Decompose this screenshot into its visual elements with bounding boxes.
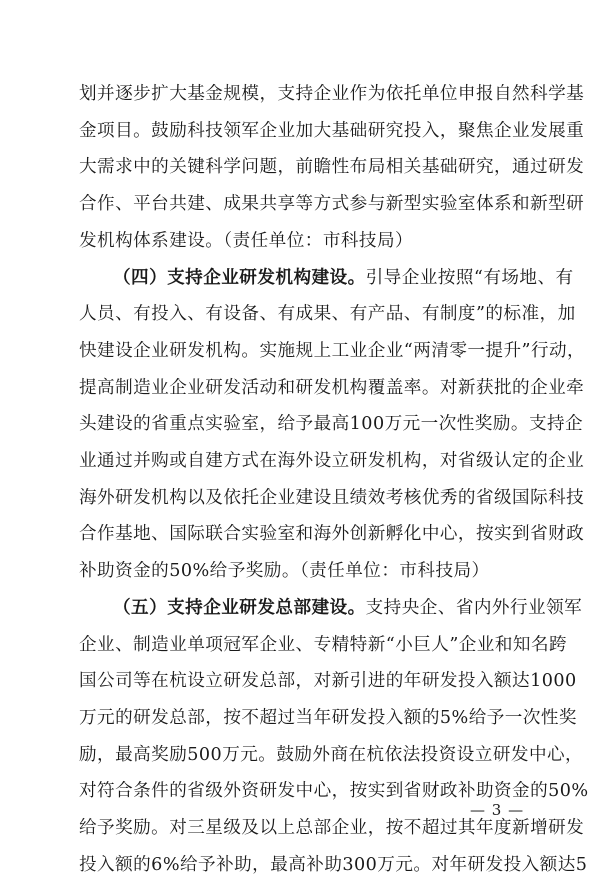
- line-text: 合作、平台共建、成果共享等方式参与新型实验室体系和新型研: [79, 194, 585, 215]
- line-text: 快建设企业研发机构。实施规上工业企业“两清零一提升”行动，: [79, 340, 586, 361]
- section-heading-4: （四）支持企业研发机构建设。: [113, 266, 366, 288]
- body-text-line: [79, 194, 585, 215]
- line-text: 支持央企、省内外行业领军: [365, 597, 583, 618]
- body-text-line: [79, 671, 577, 692]
- body-text-line: [79, 304, 576, 325]
- body-text-line: [79, 340, 586, 361]
- body-text-line: [79, 377, 585, 398]
- section-heading-line: [113, 596, 583, 618]
- line-text: 发机构体系建设。（责任单位：市科技局）: [79, 230, 414, 251]
- line-text: 划并逐步扩大基金规模，支持企业作为依托单位申报自然科学基: [79, 84, 585, 104]
- line-text: 万元的研发总部，按不超过当年研发投入额的5%给予一次性奖: [79, 707, 577, 728]
- body-text-line: [79, 120, 585, 141]
- body-text-line: [79, 744, 584, 765]
- section-heading-5: （五）支持企业研发总部建设。: [113, 596, 366, 618]
- section-heading-line: [113, 266, 574, 288]
- body-text-line: [79, 818, 585, 838]
- body-text-line: [79, 414, 584, 435]
- line-text: 给予奖励。对三星级及以上总部企业，按不超过其年度新增研发: [79, 818, 585, 838]
- line-text: 海外研发机构以及依托企业建设且绩效考核优秀的省级国际科技: [79, 487, 585, 508]
- line-text: 合作基地、国际联合实验室和海外创新孵化中心，按实到省财政: [79, 524, 585, 545]
- body-text-line: [79, 781, 589, 802]
- body-text-line: [79, 707, 577, 728]
- line-text: 励，最高奖励500万元。鼓励外商在杭依法投资设立研发中心，: [79, 744, 584, 765]
- line-text: 大需求中的关键科学问题，前瞻性布局相关基础研究，通过研发: [79, 157, 585, 178]
- line-text: 头建设的省重点实验室，给予最高100万元一次性奖励。支持企: [79, 414, 584, 435]
- line-text: 企业、制造业单项冠军企业、专精特新“小巨人”企业和知名跨: [79, 634, 568, 655]
- line-text: 金项目。鼓励科技领军企业加大基础研究投入，聚焦企业发展重: [79, 120, 585, 141]
- body-text-line: [79, 231, 529, 251]
- body-text-line: [79, 561, 529, 581]
- page-number: — 3 —: [470, 801, 525, 819]
- body-text-line: [79, 487, 585, 508]
- line-text: 对符合条件的省级外资研发中心，按实到省财政补助资金的50%: [79, 781, 589, 802]
- line-text: 国公司等在杭设立研发总部，对新引进的年研发投入额达1000: [79, 671, 577, 692]
- line-text: 提高制造业企业研发活动和研发机构覆盖率。对新获批的企业牵: [79, 377, 585, 398]
- body-text-line: [79, 634, 568, 655]
- line-text: 投入额的6%给予补助，最高补助300万元。对年研发投入额达5: [79, 854, 588, 875]
- line-text: 补助资金的50%给予奖励。（责任单位：市科技局）: [79, 561, 490, 582]
- body-text-line: [79, 524, 585, 545]
- line-text: 人员、有投入、有设备、有成果、有产品、有制度”的标准，加: [79, 304, 576, 325]
- line-text: 业通过并购或自建方式在海外设立研发机构，对省级认定的企业: [79, 451, 585, 471]
- body-text-line: [79, 84, 585, 104]
- body-text-line: [79, 157, 585, 178]
- body-text-line: [79, 854, 588, 875]
- body-text-line: [79, 451, 585, 471]
- line-text: 引导企业按照“有场地、有: [365, 267, 574, 288]
